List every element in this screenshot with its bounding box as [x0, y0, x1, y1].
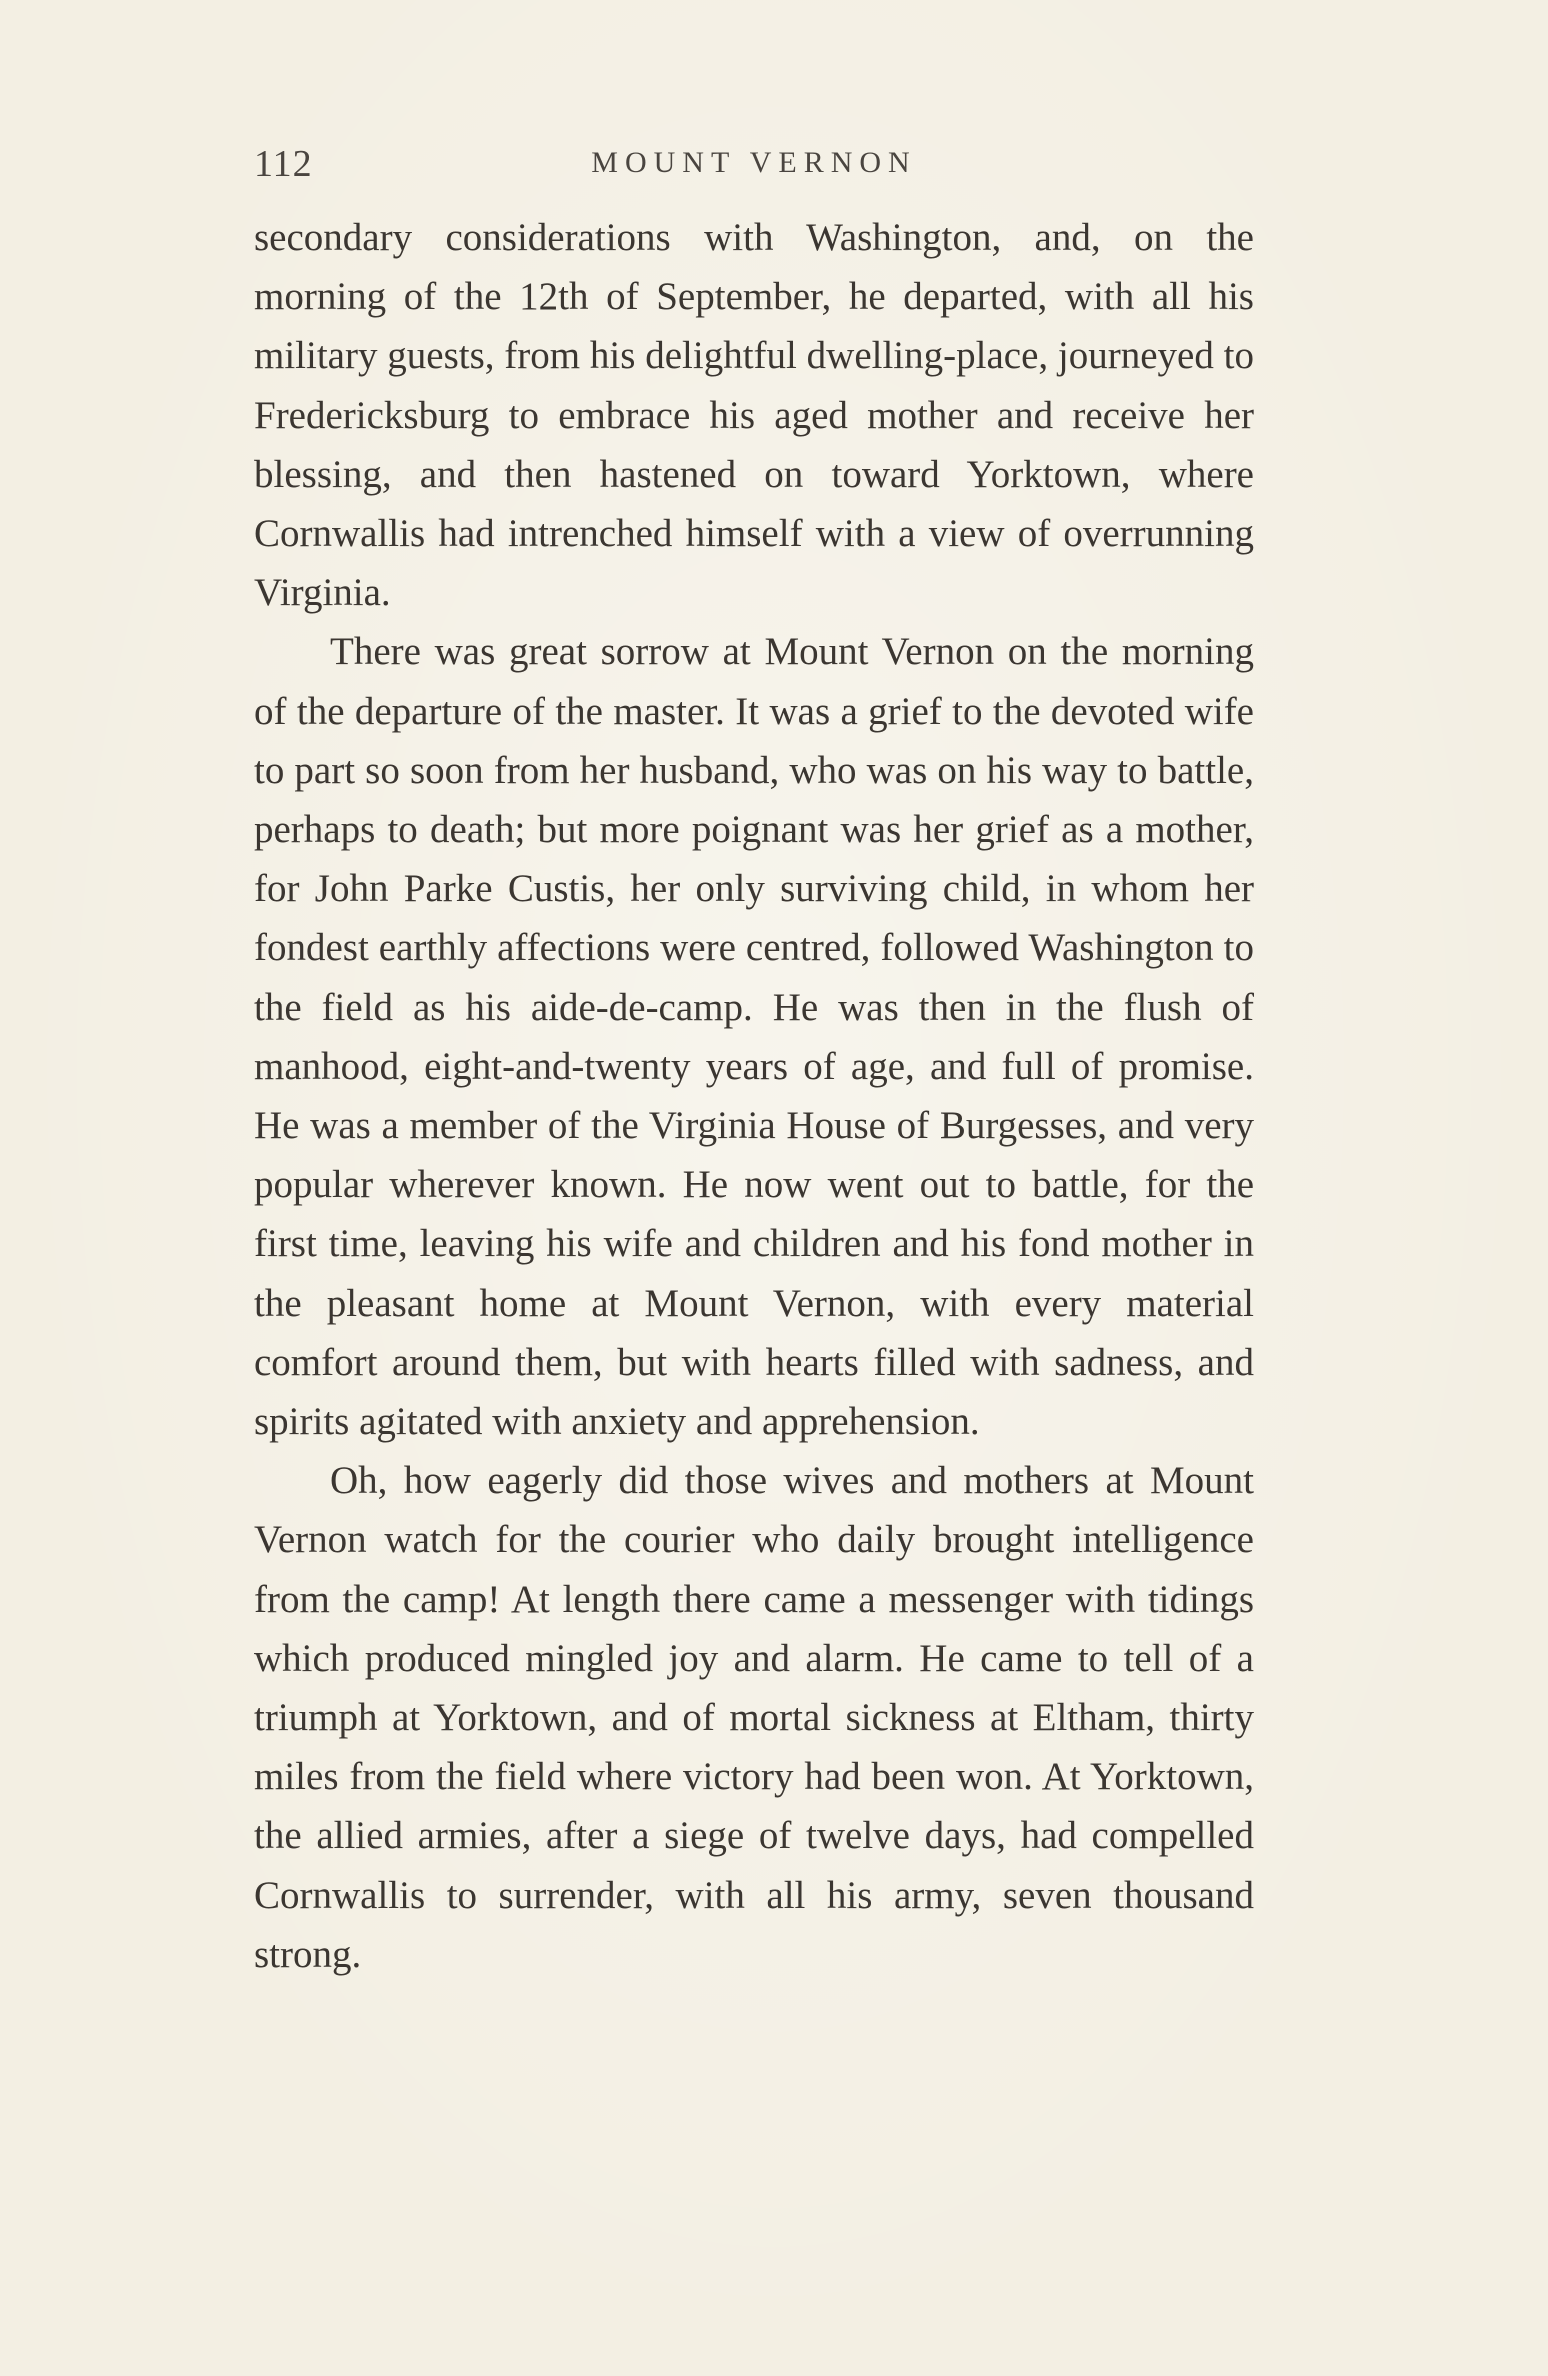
running-title: MOUNT VERNON [591, 146, 917, 179]
body-text [254, 208, 1254, 1984]
paragraph-1: secondary considerations with Washington, and, on the morning of the 12th of September, he departed, with all his military guests, from his delightful dwelling-place, journeyed to Fredericksburg to embrace his aged mother and receive her blessing, and then hastened on toward Yorktown, where Cornwallis had intrenched himself with a view of overrunning Virginia. [254, 216, 1254, 615]
paragraph-2: There was great sorrow at Mount Vernon on the morning of the departure of the master. It was a grief to the devoted wife to part so soon from her husband, who was on his way to battle, perhaps to death; but more poignant was her grief as a mother, for John Parke Custis, her only surviving child, in whom her fondest earthly affections were centred, followed Washington to the field as his aide-de-camp. He was then in the flush of manhood, eight-and-twenty years of age, and full of promise. He was a member of the Virginia House of Burgesses, and very popular wherever known. He now went out to battle, for the first time, leaving his wife and children and his fond mother in the pleasant home at Mount Vernon, with every material comfort around them, but with hearts filled with sadness, and spirits agitated with anxiety and apprehension. [254, 630, 1254, 1444]
paragraph-3: Oh, how eagerly did those wives and mothers at Mount Vernon watch for the courier who daily brought intelligence from the camp! At length there came a messenger with tidings which produced mingled joy and alarm. He came to tell of a triumph at Yorktown, and of mortal sickness at Eltham, thirty miles from the field where victory had been won. At Yorktown, the allied armies, after a siege of twelve days, had compelled Cornwallis to surrender, with all his army, seven thousand strong. [254, 1459, 1254, 1976]
page-number: 112 [254, 143, 313, 185]
page-header [254, 142, 1254, 202]
